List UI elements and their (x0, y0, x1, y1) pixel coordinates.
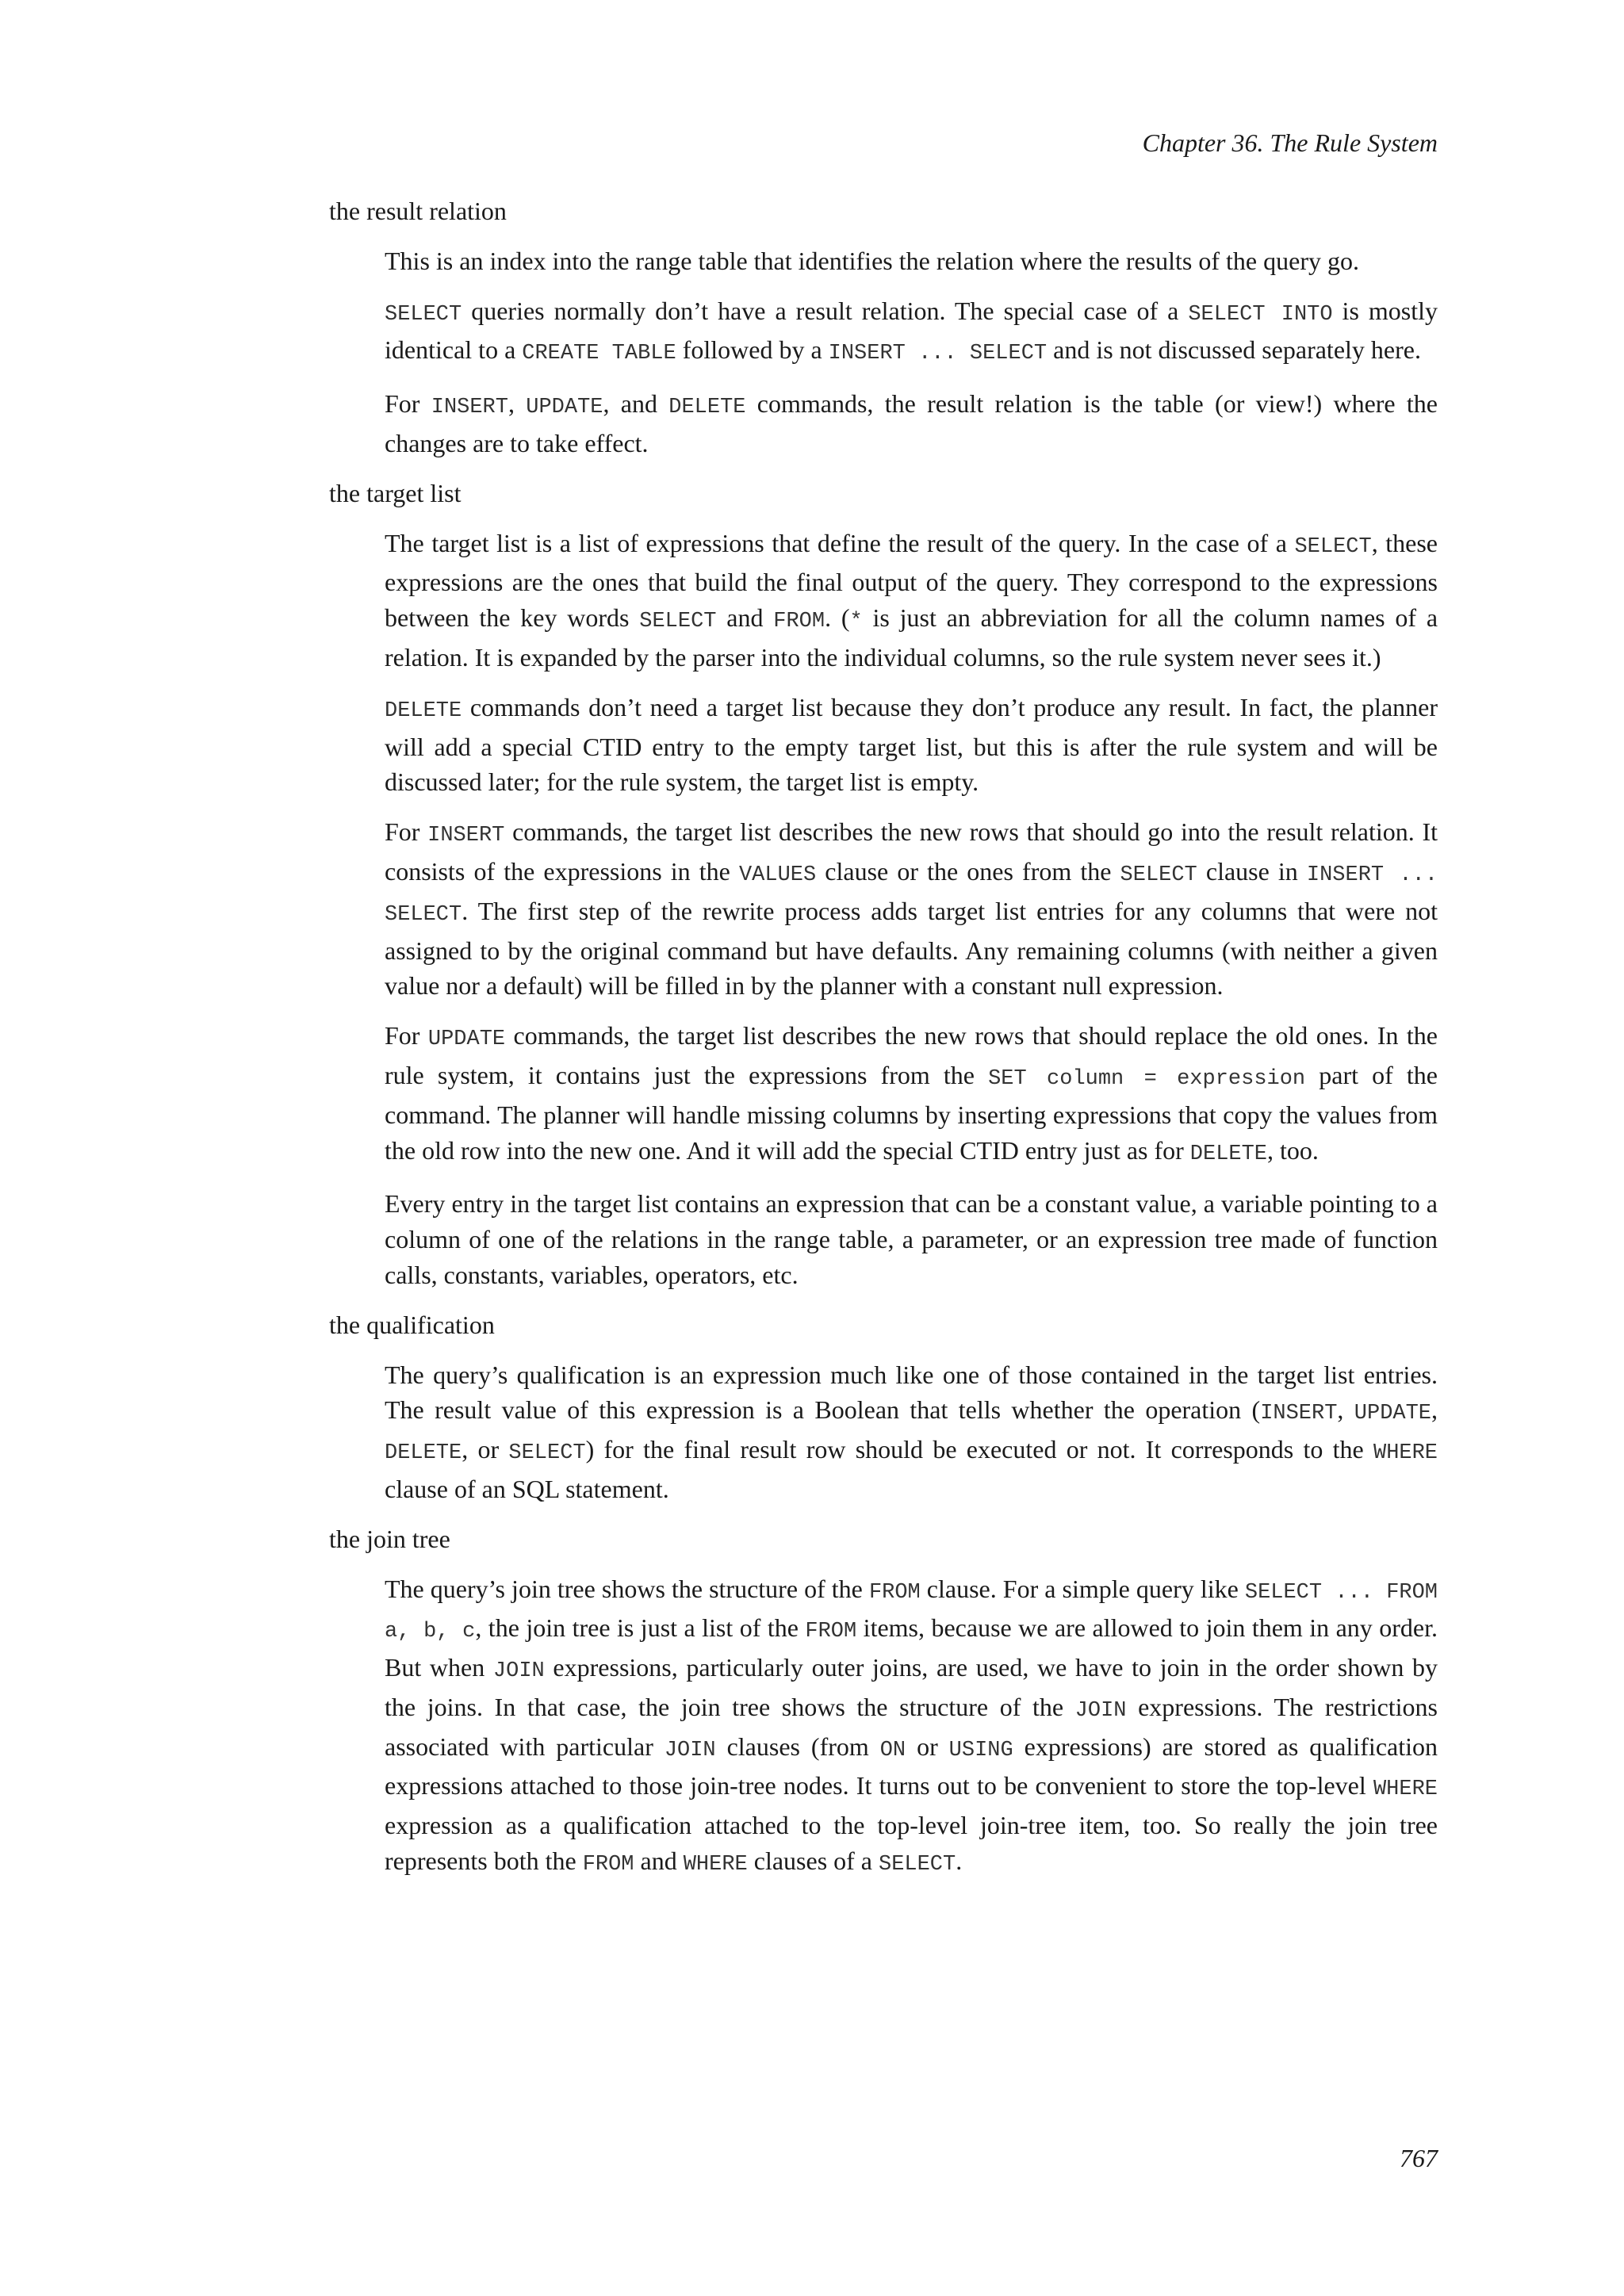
paragraph (385, 1186, 1438, 1292)
paragraph (385, 526, 1438, 675)
text-run: , these expressions are the ones that build the final output of the query. They correspond to the expressions between the key words (385, 528, 1438, 633)
text-run: commands, the result relation is the table (or view!) where the changes are to take effect. (385, 389, 1438, 457)
text-run: commands, the target list describes the new rows that should replace the old ones. In the rule system, it contains just the expressions from the (385, 1021, 1438, 1089)
inline-code: WHERE (1373, 1441, 1438, 1466)
text-run: items, because we are allowed to join them in any order. But when (385, 1613, 1438, 1682)
inline-code: SELECT (1294, 534, 1372, 559)
text-run: . The first step of the rewrite process adds target list entries for any columns that were not assigned to by the original command but have defaults. Any remaining columns (with neither a given value nor a default) will be filled in by the planner with a constant null expression. (385, 896, 1438, 1001)
paragraph (385, 243, 1438, 279)
text-run: This is an index into the range table that identifies the relation where the results of the query go. (385, 246, 1359, 275)
text-run: is just an abbreviation for all the column names of a relation. It is expanded by the parser into the individual columns, so the rule system never sees it.) (385, 603, 1438, 672)
text-run: and (634, 1846, 684, 1876)
text-run: is mostly identical to a (385, 296, 1438, 365)
definition-term: the join tree (329, 1524, 450, 1553)
inline-code: CREATE TABLE (522, 342, 676, 366)
paragraph (385, 690, 1438, 800)
text-run: ) for the final result row should be executed or not. It corresponds to the (585, 1435, 1373, 1464)
text-run: , (508, 389, 527, 419)
inline-code: FROM (868, 1580, 921, 1605)
text-run: part of the command. The planner will handle missing columns by inserting expressions that copy the values from the old row into the new one. And it will add the special CTID entry just as for (385, 1060, 1438, 1165)
text-run: , (1431, 1395, 1438, 1425)
definition-body (385, 243, 1438, 461)
inline-code: SELECT (385, 302, 462, 327)
text-run: . (956, 1846, 963, 1876)
text-run: clauses (from (715, 1732, 880, 1761)
inline-code: SELECT (508, 1441, 586, 1466)
paragraph (385, 386, 1438, 461)
inline-code: INSERT (427, 824, 505, 848)
inline-code: SELECT INTO (1188, 302, 1333, 327)
paragraph (385, 1357, 1438, 1507)
text-run: or (906, 1732, 949, 1761)
inline-code: INSERT (431, 396, 508, 420)
text-run: and (716, 603, 774, 633)
text-run: commands, the target list describes the new rows that should go into the result relation. It consists of the expressions in the (385, 817, 1438, 886)
text-run: clause or the ones from the (816, 856, 1120, 886)
inline-code: UPDATE (526, 396, 603, 420)
text-run: clauses of a (747, 1846, 879, 1876)
inline-code: FROM (773, 610, 825, 634)
text-run: For (385, 1021, 428, 1050)
inline-code: INSERT ... SELECT (385, 863, 1438, 927)
page-number: 767 (1400, 2144, 1438, 2172)
text-run: The target list is a list of expressions that define the result of the query. In the case of a (385, 528, 1295, 557)
inline-code: UPDATE (427, 1027, 506, 1052)
text-run: queries normally don’t have a result relation. The special case of a (462, 296, 1189, 325)
text-run: and is not discussed separately here. (1047, 335, 1421, 365)
text-run: The query’s qualification is an expression much like one of those contained in the target list entries. The result value of this expression is a Boolean that tells whether the operation ( (385, 1360, 1438, 1425)
text-run: clause of an SQL statement. (385, 1474, 669, 1503)
text-run: expression as a qualification attached to the top-level join-tree item, too. So really the join tree represents both the (385, 1811, 1438, 1876)
text-run: , the join tree is just a list of the (475, 1613, 806, 1643)
text-run: Every entry in the target list contains an expression that can be a constant value, a variable pointing to a column of one of the relations in the range table, a parameter, or an expression tree made of function calls, constants, variables, operators, etc. (385, 1189, 1438, 1289)
inline-code: DELETE (385, 1441, 462, 1466)
text-run: , or (462, 1435, 509, 1464)
inline-code: FROM (805, 1620, 857, 1644)
text-run: followed by a (676, 335, 829, 365)
inline-code: INSERT (1260, 1402, 1338, 1426)
text-run: expressions. The restrictions associated with particular (385, 1692, 1438, 1761)
inline-code: WHERE (683, 1853, 748, 1877)
inline-code: ON (879, 1738, 906, 1762)
text-run: For (385, 817, 428, 847)
paragraph (385, 814, 1438, 1004)
inline-code: * (849, 610, 863, 634)
inline-code: SET column = expression (988, 1066, 1306, 1091)
text-run: clause. For a simple query like (920, 1574, 1245, 1603)
inline-code: JOIN (1074, 1698, 1127, 1723)
text-run: . ( (825, 603, 850, 633)
inline-code: JOIN (492, 1659, 545, 1684)
definition-body (385, 1357, 1438, 1507)
inline-code: USING (948, 1738, 1013, 1762)
definition-term: the qualification (329, 1310, 495, 1339)
inline-code: DELETE (668, 396, 746, 420)
text-run: , and (603, 389, 669, 419)
definition-list (329, 193, 1438, 1897)
text-run: expressions) are stored as qualification expressions attached to those join-tree nodes. It turns out to be convenient to store the top-level (385, 1732, 1438, 1800)
inline-code: SELECT ... FROM a, b, c (385, 1580, 1438, 1644)
inline-code: SELECT (639, 610, 717, 634)
text-run: The query’s join tree shows the structure of the (385, 1574, 869, 1603)
inline-code: DELETE (1189, 1142, 1268, 1166)
inline-code: JOIN (664, 1738, 716, 1762)
paragraph (385, 1018, 1438, 1172)
inline-code: VALUES (738, 863, 817, 887)
inline-code: SELECT (1120, 863, 1197, 887)
definition-body (385, 1571, 1438, 1883)
text-run: expressions, particularly outer joins, are used, we have to join in the order shown by the joins. In that case, the join tree shows the structure of the (385, 1653, 1438, 1721)
paragraph (385, 1571, 1438, 1883)
inline-code: DELETE (385, 698, 462, 723)
paragraph (385, 293, 1438, 373)
definition-body (385, 526, 1438, 1293)
text-run: commands don’t need a target list because they don’t produce any result. In fact, the planner will add a special CTID entry to the empty target list, but this is after the rule system and will be discussed later; for the rule system, the target list is empty. (385, 692, 1438, 797)
text-run: clause in (1197, 856, 1307, 886)
inline-code: SELECT (879, 1853, 956, 1877)
inline-code: FROM (582, 1853, 634, 1877)
inline-code: WHERE (1373, 1777, 1438, 1802)
definition-term: the target list (329, 478, 462, 507)
text-run: , (1337, 1395, 1354, 1425)
text-run: For (385, 389, 431, 419)
running-header: Chapter 36. The Rule System (1142, 128, 1438, 157)
text-run: , too. (1267, 1135, 1319, 1165)
inline-code: INSERT ... SELECT (828, 342, 1048, 366)
inline-code: UPDATE (1354, 1402, 1432, 1426)
definition-term: the result relation (329, 197, 507, 225)
